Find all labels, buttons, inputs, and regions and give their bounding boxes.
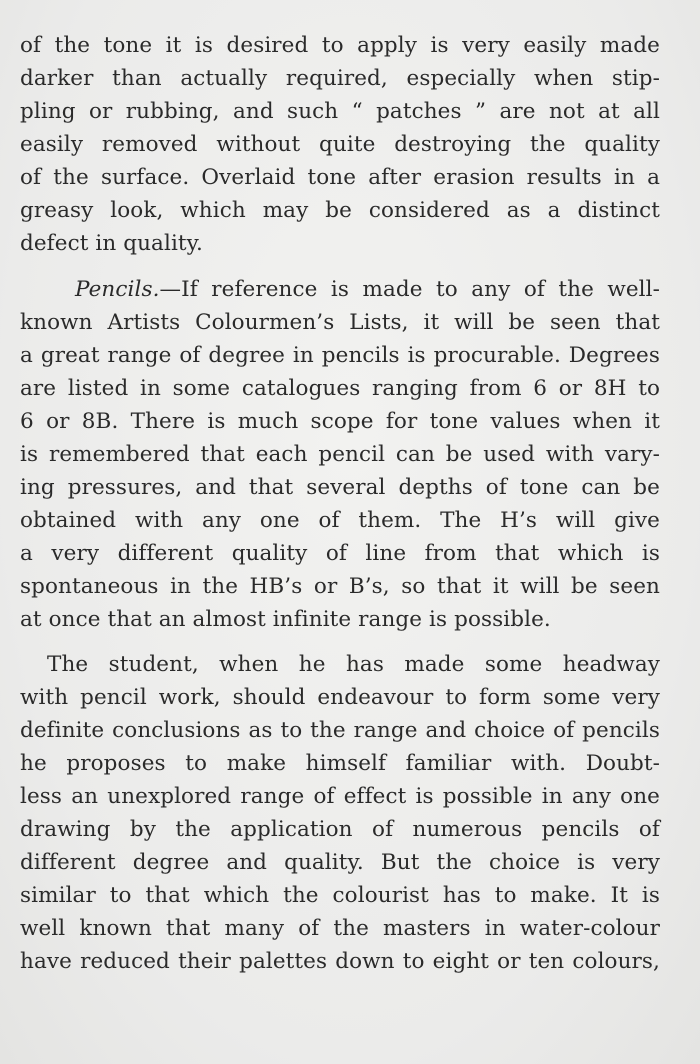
text-line: darker than actually required, especially when stip- [20, 66, 660, 91]
text-line: is remembered that each pencil can be used with vary- [20, 442, 660, 467]
paragraph-lead-italic: Pencils. [75, 277, 160, 302]
text-line: definite conclusions as to the range and choice of pencils [20, 718, 660, 743]
text-line: have reduced their palettes down to eight or ten colours, [20, 949, 660, 974]
text-line: he proposes to make himself familiar with. Doubt- [20, 751, 660, 776]
text-line: similar to that which the colourist has to make. It is [20, 883, 660, 908]
paragraph-first-line: The student, when he has made some headway [47, 652, 660, 677]
text-line: are listed in some catalogues ranging from 6 or 8H to [20, 376, 660, 401]
text-line: known Artists Colourmen’s Lists, it will be seen that [20, 310, 660, 335]
text-line: defect in quality. [20, 231, 203, 256]
text-line: drawing by the application of numerous pencils of [20, 817, 660, 842]
text-line: with pencil work, should endeavour to form some very [20, 685, 660, 710]
text-line: obtained with any one of them. The H’s will give [20, 508, 660, 533]
text-line-rest: —If reference is made to any of the well- [159, 277, 660, 302]
text-line: a very different quality of line from that which is [20, 541, 660, 566]
text-line: spontaneous in the HB’s or B’s, so that it will be seen [20, 574, 660, 599]
text-line: less an unexplored range of effect is possible in any one [20, 784, 660, 809]
text-line: of the tone it is desired to apply is very easily made [20, 33, 660, 58]
text-line: well known that many of the masters in water-colour [20, 916, 660, 941]
paragraph-first-line [75, 273, 660, 306]
text-line: 6 or 8B. There is much scope for tone values when it [20, 409, 660, 434]
text-line: easily removed without quite destroying the quality [20, 132, 660, 157]
text-line: ing pressures, and that several depths of tone can be [20, 475, 660, 500]
text-line: different degree and quality. But the choice is very [20, 850, 660, 875]
text-line: pling or rubbing, and such “ patches ” are not at all [20, 99, 660, 124]
text-line: greasy look, which may be considered as a distinct [20, 198, 660, 223]
text-line: of the surface. Overlaid tone after erasion results in a [20, 165, 660, 190]
text-line: at once that an almost infinite range is possible. [20, 607, 551, 632]
text-line: a great range of degree in pencils is procurable. Degrees [20, 343, 660, 368]
